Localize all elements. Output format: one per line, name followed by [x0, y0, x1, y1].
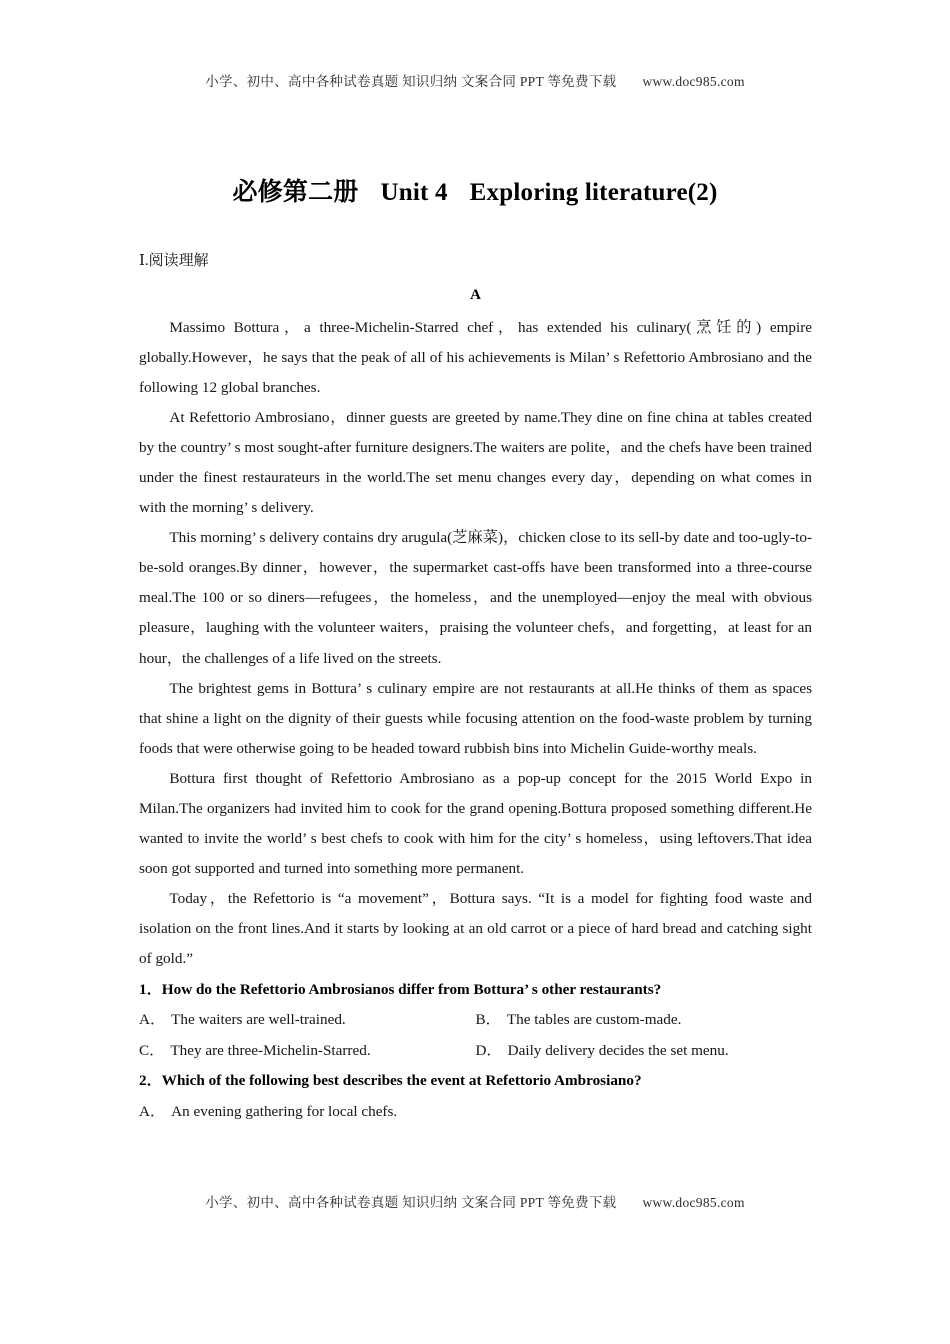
content-column — [139, 252, 812, 1128]
option-label: A． — [139, 1011, 166, 1029]
title-topic: Exploring literature(2) — [469, 179, 718, 206]
section-heading: Ⅰ.阅读理解 — [139, 253, 209, 269]
option-label: B． — [475, 1011, 501, 1029]
option-row — [139, 1005, 812, 1036]
option-text: The tables are custom-made. — [506, 1011, 682, 1029]
option-text: They are three-Michelin-Starred. — [170, 1041, 371, 1059]
title-unit: Unit 4 — [380, 179, 448, 206]
question-number: 1． — [139, 980, 162, 998]
option-b[interactable] — [476, 1005, 813, 1036]
passage-paragraph: The brightest gems in Bottura’ s culinary empire are not restaurants at all.He thinks of them as spaces that shine a light on the dignity of their guests while focusing attention on the food-waste problem by turning foods that were otherwise going to be headed toward rubbish bins into Michelin Guide-worthy meals. — [139, 679, 812, 757]
running-footer-url: www.doc985.com — [642, 1195, 745, 1210]
passage-paragraph: This morning’ s delivery contains dry arugula(芝麻菜)，chicken close to its sell-by date and too-ugly-to-be-sold oranges.By dinner，however，the supermarket cast-offs have been transformed into a three-course meal.The 100 or so diners—refugees，the homeless，and the unemployed—enjoy the meal with obvious pleasure，laughing with the volunteer waiters，praising the volunteer chefs，and forgetting，at least for an hour，the challenges of a life lived on the streets. — [139, 529, 812, 667]
option-d[interactable] — [476, 1036, 813, 1067]
question-number: 2． — [139, 1072, 162, 1090]
passage-paragraph: At Refettorio Ambrosiano，dinner guests are greeted by name.They dine on fine china at tables created by the country’ s most sought-after furniture designers.The waiters are polite，and the chefs have been trained under the finest restaurateurs in the world.The set menu changes every day，depending on what comes in with the morning’ s delivery. — [139, 408, 812, 517]
running-footer-text: 小学、初中、高中各种试卷真题 知识归纳 文案合同 PPT 等免费下载 — [205, 1195, 617, 1210]
option-label: D． — [475, 1041, 502, 1059]
question-stem — [139, 1066, 812, 1097]
option-a[interactable] — [139, 1097, 812, 1128]
option-c[interactable] — [139, 1036, 476, 1067]
page-title — [0, 172, 950, 208]
option-text: An evening gathering for local chefs. — [171, 1102, 398, 1120]
option-text: The waiters are well-trained. — [171, 1011, 346, 1029]
question-text: Which of the following best describes the event at Refettorio Ambrosiano? — [161, 1072, 642, 1090]
passage-label: A — [470, 287, 481, 303]
option-label: A． — [139, 1102, 166, 1120]
passage-paragraph: Today，the Refettorio is “a movement”，Bottura says. “It is a model for fighting food waste and isolation on the front lines.And it starts by looking at an old carrot or a piece of hard bread and catching sight of gold.” — [139, 890, 812, 968]
running-footer — [0, 1191, 950, 1211]
passage-paragraph: Massimo Bottura，a three-Michelin-Starred chef，has extended his culinary(烹饪的) empire globally.However，he says that the peak of all of his achievements is Milan’ s Refettorio Ambrosiano and the following 12 global branches. — [139, 318, 812, 396]
question-text: How do the Refettorio Ambrosianos differ from Bottura’ s other restaurants? — [161, 980, 662, 998]
option-text: Daily delivery decides the set menu. — [507, 1041, 729, 1059]
running-header — [0, 70, 950, 90]
title-textbook: 必修第二册 — [232, 179, 359, 206]
option-a[interactable] — [139, 1005, 476, 1036]
running-header-url: www.doc985.com — [642, 74, 745, 89]
question-stem — [139, 975, 812, 1006]
passage-paragraph: Bottura first thought of Refettorio Ambrosiano as a pop-up concept for the 2015 World Expo in Milan.The organizers had invited him to cook for the grand opening.Bottura proposed something different.He wanted to invite the world’ s best chefs to cook with him for the city’ s homeless，using leftovers.That idea soon got supported and turned into something more permanent. — [139, 769, 812, 878]
option-label: C． — [139, 1041, 165, 1059]
running-header-text: 小学、初中、高中各种试卷真题 知识归纳 文案合同 PPT 等免费下载 — [205, 74, 617, 89]
option-row — [139, 1036, 812, 1067]
